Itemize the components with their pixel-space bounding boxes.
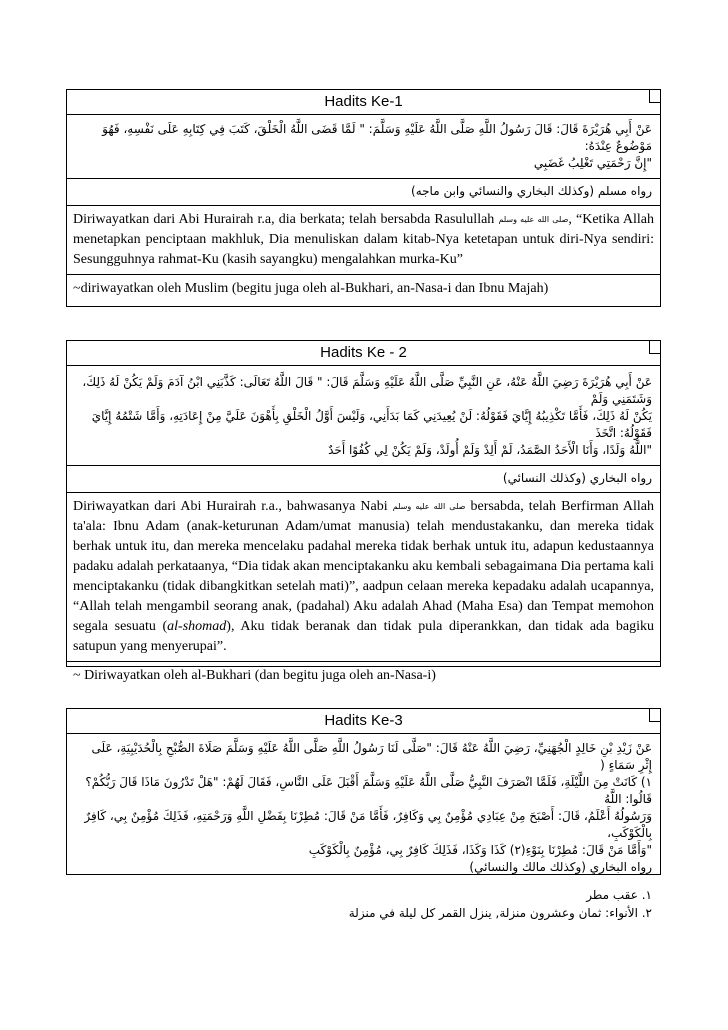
hadits-2-arabic-line: عَنْ أَبِي هُرَيْرَةَ رَضِيَ اللَّهُ عَنْهُ، عَنِ النَّبِيِّ صَلَّى اللَّهُ عَلَيْهِ وَسَلَّمَ قَالَ: " قَالَ اللَّهُ تَعَالَى: كَذَّبَنِي ابْنُ آدَمَ وَلَمْ يَكُنْ لَهُ ذَلِكَ، وَشَتَمَنِي وَلَمْ [82,375,652,406]
translation-text: , “Ketika Allah menetapkan penciptaan makhluk, Dia menuliskan dalam kitab-Nya ketetapan untuk diri-Nya sendiri: Sesungguhnya rahmat-Ku (kasih sayangku) mengalahkan murka-Ku” [73,212,655,268]
hadits-2-narration: ~ Diriwayatkan oleh al-Bukhari (dan begitu juga oleh an-Nasa-i) [73,668,436,684]
translation-text: Diriwayatkan dari Abi Hurairah r.a., bahwasanya Nabi [73,499,388,515]
hadits-1-arabic-line: "إِنَّ رَحْمَتِي تَغْلِبُ غَضَبِي [533,156,652,170]
hadits-3-arabic-line: وَرَسُولُهُ أَعْلَمُ، قَالَ: أَصْبَحَ مِنْ عِبَادِي مُؤْمِنٌ بِي وَكَافِرٌ، فَأَمَّا مَنْ قَالَ: مُطِرْنَا بِفَضْلِ اللَّهِ وَرَحْمَتِهِ، فَذَلِكَ مُؤْمِنٌ بِي، كَافِرٌ بِالْكَوْكَبِ، [84,809,652,840]
translation-text: Diriwayatkan dari Abi Hurairah r.a, dia berkata; telah bersabda Rasulullah [73,212,495,228]
hadits-3-arabic-line: "وَأَمَّا مَنْ قَالَ: مُطِرْنَا بِنَوْءِ(٢) كَذَا وَكَذَا، فَذَلِكَ كَافِرٌ بِي، مُؤْمِنٌ بِالْكَوْكَبِ [308,843,652,857]
corner-decoration [649,90,660,103]
hadits-2-arabic-reference: رواه البخاري (وكذلك النسائي) [502,471,652,485]
hadits-3-arabic-line: ١) كَانَتْ مِنَ اللَّيْلَةِ، فَلَمَّا انْصَرَفَ النَّبِيُّ صَلَّى اللَّهُ عَلَيْهِ وَسَلَّمَ أَقْبَلَ عَلَى النَّاسِ، فَقَالَ لَهُمْ: "هَلْ تَدْرُونَ مَاذَا قَالَ رَبُّكُمْ؟ قَالُوا: اللَّهُ [85,775,652,806]
hadits-1-arabic-line: عَنْ أَبِي هُرَيْرَةَ قَالَ: قَالَ رَسُولُ اللَّهِ صَلَّى اللَّهُ عَلَيْهِ وَسَلَّمَ: " لَمَّا قَضَى اللَّهُ الْخَلْقَ، كَتَبَ فِي كِتَابِهِ عَلَى نَفْسِهِ، فَهُوَ مَوْضُوعٌ عِنْدَهُ: [102,122,652,153]
translation-text: bersabda, telah Berfirman Allah ta'ala: Ibnu Adam (anak-keturunan Adam/umat manusia) telah mendustakanku, dan mereka tidak berhak untuk itu, dan mereka mencelaku padahal mereka tidak berhak untuk itu, adapun kedustaannya padaku adalah perkataanya, “Dia tidak akan menciptakanku aku kembali sebagaimana Dia pertama kali menciptakanku (tidak dibangkitkan setelah mati)”, aadpun celaan mereka kepadaku adalah ucapannya, “Allah telah mengambil seorang anak, (padahal) Aku adalah Ahad (Maha Esa) dan Tempat memohon segala sesuatu ( [73,499,655,635]
hadits-2-arabic-line: "اللَّهُ وَلَدًا، وَأَنَا الْأَحَدُ الصَّمَدُ، لَمْ أَلِدْ وَلَمْ أُولَدْ، وَلَمْ يَكُنْ لِي كُفُوًا أَحَدٌ [328,443,652,457]
corner-decoration [649,709,660,722]
hadits-2-title: Hadits Ke - 2 [320,344,407,361]
hadits-2-translation [67,493,660,657]
hadits-3-footnotes [67,876,660,922]
footnote: ٢. الأنواء: ثمان وعشرون منزلة, ينزل القمر كل ليلة في منزلة [348,906,652,920]
hadits-2-title-row [67,341,660,366]
hadits-2-card [66,340,661,684]
hadits-1-title-row [67,90,660,115]
hadits-3-card [66,708,661,920]
hadits-1-translation [67,206,660,270]
hadits-3-title-row [67,709,660,734]
translation-italic: al-shomad [167,619,227,635]
hadits-3-arabic-reference: رواه البخاري (وكذلك مالك والنسائي) [469,860,652,874]
hadits-1-card [66,89,661,307]
hadits-1-arabic-reference: رواه مسلم (وكذلك البخاري والنسائي وابن ماجه) [411,184,652,198]
hadits-3-arabic [67,734,660,876]
corner-decoration [649,341,660,354]
translation-text: ), Aku tidak beranak dan tidak pula diperankkan, dan tidak ada bagiku satupun yang menyerupai”. [73,619,655,655]
hadits-1-title: Hadits Ke-1 [324,93,403,110]
hadits-3-arabic-line: عَنْ زَيْدِ بْنِ خَالِدٍ الْجُهَنِيِّ، رَضِيَ اللَّهُ عَنْهُ قَالَ: "صَلَّى لَنَا رَسُولُ اللَّهِ صَلَّى اللَّهُ عَلَيْهِ وَسَلَّمَ صَلَاةَ الصُّبْحِ بِالْحُدَيْبِيَةِ، عَلَى إِثْرِ سَمَاءٍ ( [91,741,652,772]
hadits-3-title: Hadits Ke-3 [324,712,403,729]
hadits-2-arabic [67,366,660,459]
footnote: ١. عقب مطر [586,888,652,902]
hadits-2-arabic-line: يَكُنْ لَهُ ذَلِكَ، فَأَمَّا تَكْذِيبُهُ إِيَّايَ فَقَوْلُهُ: لَنْ يُعِيدَنِي كَمَا بَدَأَنِي، وَلَيْسَ أَوَّلُ الْخَلْقِ بِأَهْوَنَ عَلَيَّ مِنْ إِعَادَتِهِ، وَأَمَّا شَتْمُهُ إِيَّايَ فَقَوْلُهُ: اتَّخَذَ [91,409,652,440]
hadits-1-arabic [67,115,660,172]
hadits-1-narration: ~diriwayatkan oleh Muslim (begitu juga oleh al-Bukhari, an-Nasa-i dan Ibnu Majah) [73,281,549,297]
saw-ligature: صلى الله عليه وسلم [498,215,569,224]
saw-ligature: صلى الله عليه وسلم [392,502,466,511]
